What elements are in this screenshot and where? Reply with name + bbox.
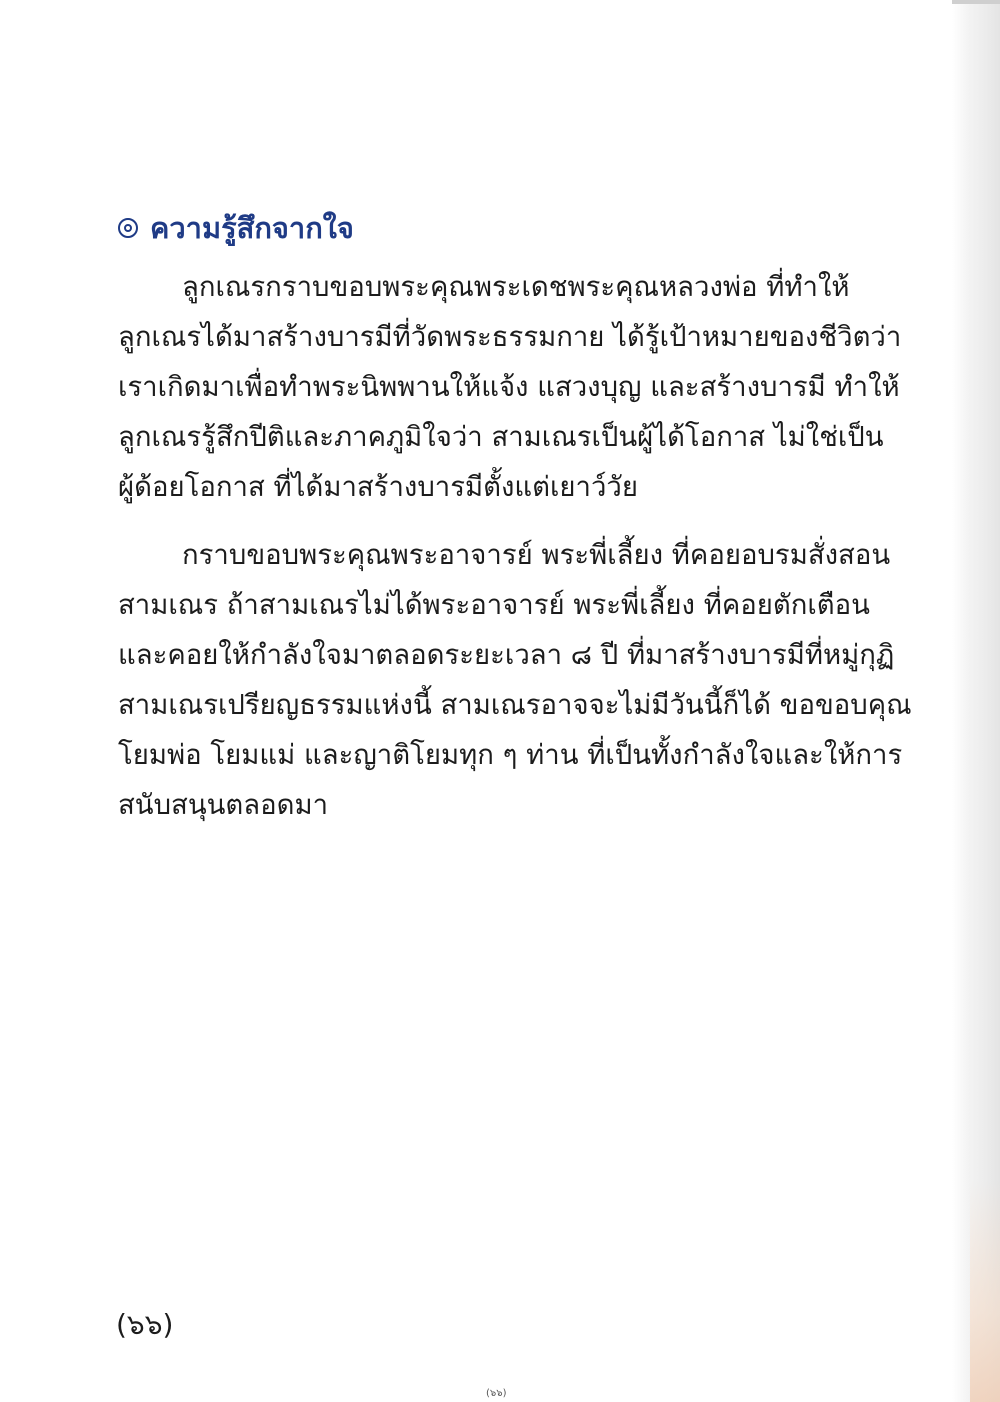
page-edge-top-strip bbox=[952, 0, 1000, 4]
paragraph-line: ลูกเณรได้มาสร้างบารมีที่วัดพระธรรมกาย ได้รู้เป้าหมายของชีวิตว่า bbox=[118, 321, 902, 353]
paragraph-line: เราเกิดมาเพื่อทำพระนิพพานให้แจ้ง แสวงบุญ และสร้างบารมี ทำให้ bbox=[118, 371, 900, 403]
paragraph-line: ลูกเณรกราบขอบพระคุณพระเดชพระคุณหลวงพ่อ ที่ทำให้ bbox=[182, 271, 850, 303]
paragraph-line: สนับสนุนตลอดมา bbox=[118, 789, 329, 821]
page-number: (๖๖) bbox=[116, 1308, 174, 1341]
paragraph-line: ผู้ด้อยโอกาส ที่ได้มาสร้างบารมีตั้งแต่เยาว์วัย bbox=[118, 471, 638, 503]
paragraph-line: กราบขอบพระคุณพระอาจารย์ พระพี่เลี้ยง ที่คอยอบรมสั่งสอน bbox=[182, 539, 891, 571]
paragraph-line: โยมพ่อ โยมแม่ และญาติโยมทุก ๆ ท่าน ที่เป็นทั้งกำลังใจและให้การ bbox=[118, 739, 903, 771]
paragraph-line: และคอยให้กำลังใจมาตลอดระยะเวลา ๘ ปี ที่มาสร้างบารมีที่หมู่กุฏิ bbox=[118, 639, 895, 671]
section-heading bbox=[118, 198, 858, 258]
paragraph-gratitude-abbot bbox=[118, 262, 902, 512]
section-heading-text: ความรู้สึกจากใจ bbox=[150, 211, 354, 245]
paragraph-line: สามเณร ถ้าสามเณรไม่ได้พระอาจารย์ พระพี่เลี้ยง ที่คอยตักเตือน bbox=[118, 589, 870, 621]
footer-page-mark: (๖๖) bbox=[486, 1388, 507, 1399]
paragraph-gratitude-teachers bbox=[118, 530, 912, 830]
page-edge-warm-tint bbox=[970, 1180, 1000, 1402]
paragraph-line: ลูกเณรรู้สึกปีติและภาคภูมิใจว่า สามเณรเป็นผู้ได้โอกาส ไม่ใช่เป็น bbox=[118, 421, 884, 453]
paragraph-line: สามเณรเปรียญธรรมแห่งนี้ สามเณรอาจจะไม่มีวันนี้ก็ได้ ขอขอบคุณ bbox=[118, 689, 912, 721]
double-circle-bullet-icon bbox=[118, 218, 138, 238]
